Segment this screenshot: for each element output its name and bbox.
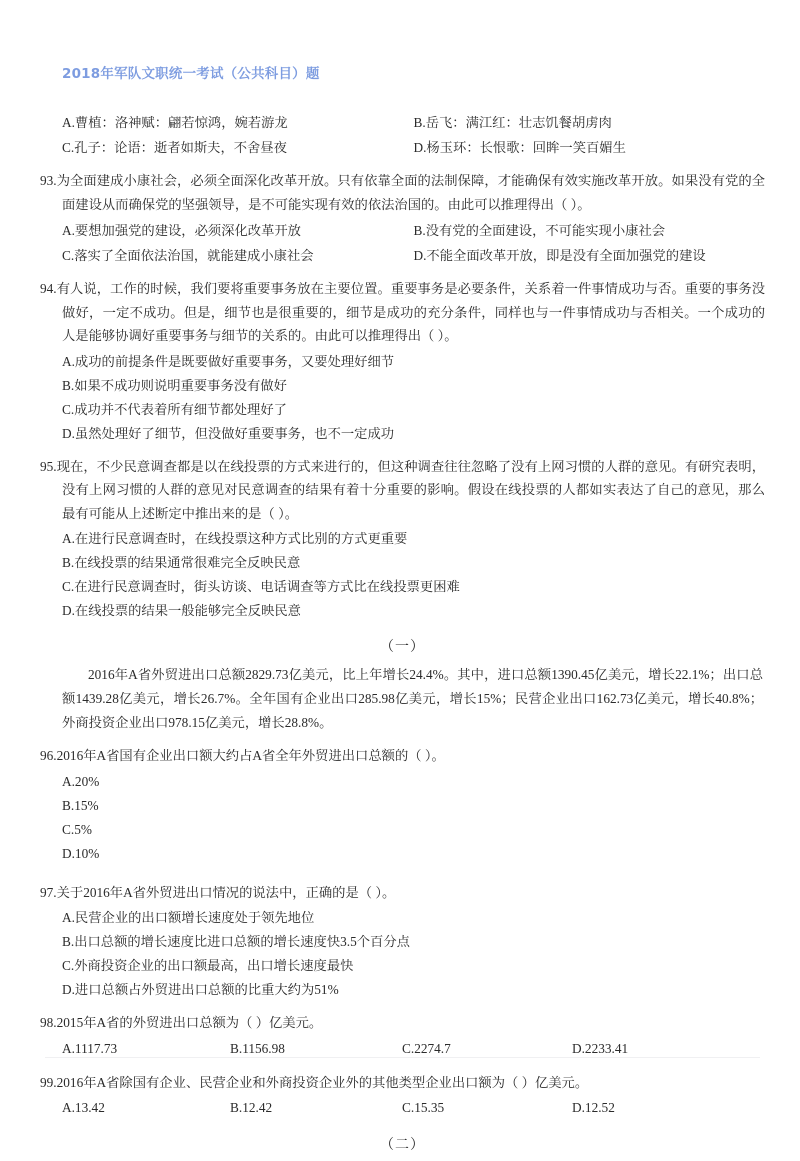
question-99-option-b[interactable]: B.12.42	[230, 1100, 273, 1115]
carryover-option-d: D.杨玉环：长恨歌：回眸一笑百媚生	[413, 140, 626, 155]
question-93-stem: 93.为全面建成小康社会，必须全面深化改革开放。只有依靠全面的法制保障，才能确保有效实施改革开放。如果没有党的全面建设从而确保党的坚强领导，是不可能实现有效的依法治国的。由此可以推理得出（ ）。	[40, 173, 765, 212]
question-94-option-b[interactable]: B.如果不成功则说明重要事务没有做好	[62, 377, 287, 393]
carryover-option-b: B.岳飞：满江红：壮志饥餐胡虏肉	[413, 115, 612, 130]
question-95-options	[40, 527, 765, 623]
question-98-option-b[interactable]: B.1156.98	[230, 1040, 285, 1056]
question-93	[40, 169, 765, 268]
question-94-options	[40, 350, 765, 446]
question-94-option-d[interactable]: D.虽然处理好了细节，但没做好重要事务，也不一定成功	[62, 425, 395, 441]
question-97-option-b[interactable]: B.出口总额的增长速度比进口总额的增长速度快3.5个百分点	[62, 934, 410, 949]
question-94-option-c[interactable]: C.成功并不代表着所有细节都处理好了	[62, 401, 287, 417]
question-99-options	[40, 1095, 765, 1121]
question-93-option-c[interactable]: C.落实了全面依法治国，就能建成小康社会	[62, 248, 314, 263]
material-one-passage: 2016年A省外贸进出口总额2829.73亿美元，比上年增长24.4%。其中，进口总额1390.45亿美元，增长22.1%；出口总额1439.28亿美元，增长26.7%。全年国有企业出口285.98亿美元，增长15%；民营企业出口162.73亿美元，增长40.8%；外商投资企业出口978.15亿美元，增长28.8%。	[62, 667, 763, 730]
exam-content-column	[40, 110, 765, 1161]
material-one-title: （一）	[380, 640, 425, 655]
question-96-option-b[interactable]: B.15%	[62, 797, 99, 813]
question-95-option-c[interactable]: C.在进行民意调查时，街头访谈、电话调查等方式比在线投票更困难	[62, 579, 460, 594]
question-97-options	[40, 906, 765, 1002]
question-99-option-d[interactable]: D.12.52	[572, 1100, 615, 1115]
question-98	[40, 1011, 765, 1062]
question-94-stem: 94.有人说，工作的时候，我们要将重要事务放在主要位置。重要事务是必要条件，关系着一件事情成功与否。重要的事务没做好，一定不成功。但是，细节也是很重要的，细节是成功的充分条件，同样也与一件事情成功与否相关。一个成功的人是能够协调好重要事务与细节的关系的。由此可以推理得出（ ）。	[40, 281, 765, 343]
material-two-title: （二）	[380, 1138, 425, 1153]
question-99-option-a[interactable]: A.13.42	[62, 1100, 105, 1115]
carryover-option-row-2	[40, 135, 765, 160]
question-95-stem: 95.现在，不少民意调查都是以在线投票的方式来进行的，但这种调查往往忽略了没有上网习惯的人群的意见。有研究表明，没有上网习惯的人群的意见对民意调查的结果有着十分重要的影响。假设在线投票的人都如实表达了自己的意见，那么最有可能从上述断定中推出来的是（ ）。	[40, 458, 765, 521]
question-97-option-a[interactable]: A.民营企业的出口额增长速度处于领先地位	[62, 910, 315, 925]
question-93-option-d[interactable]: D.不能全面改革开放，即是没有全面加强党的建设	[413, 248, 706, 263]
question-95	[40, 455, 765, 624]
document-header-title: 2018年军队文职统一考试（公共科目）题	[62, 66, 320, 82]
question-98-option-c[interactable]: C.2274.7	[402, 1040, 451, 1056]
question-96-options	[40, 770, 765, 866]
question-98-option-a[interactable]: A.1117.73	[62, 1040, 118, 1056]
question-96	[40, 744, 765, 866]
question-97-option-c[interactable]: C.外商投资企业的出口额最高，出口增长速度最快	[62, 958, 354, 973]
question-99-stem: 99.2016年A省除国有企业、民营企业和外商投资企业外的其他类型企业出口额为（ ）亿美元。	[40, 1074, 589, 1090]
question-95-option-d[interactable]: D.在线投票的结果一般能够完全反映民意	[62, 603, 301, 618]
question-96-option-c[interactable]: C.5%	[62, 821, 92, 837]
carryover-option-a: A.曹植：洛神赋：翩若惊鸿，婉若游龙	[62, 115, 288, 130]
question-97-option-d[interactable]: D.进口总额占外贸进出口总额的比重大约为51%	[62, 982, 339, 997]
option-row	[40, 218, 765, 243]
question-99-option-c[interactable]: C.15.35	[402, 1100, 445, 1115]
spacer	[40, 866, 765, 872]
question-96-stem: 96.2016年A省国有企业出口额大约占A省全年外贸进出口总额的（ ）。	[40, 748, 445, 763]
question-96-option-a[interactable]: A.20%	[62, 773, 100, 789]
question-94	[40, 277, 765, 446]
question-98-option-d[interactable]: D.2233.41	[572, 1040, 629, 1056]
question-94-option-a[interactable]: A.成功的前提条件是既要做好重要事务，又要处理好细节	[62, 353, 395, 369]
footer-divider	[45, 1057, 760, 1058]
carryover-option-row-1	[40, 110, 765, 135]
question-96-option-d[interactable]: D.10%	[62, 845, 100, 861]
question-95-option-b[interactable]: B.在线投票的结果通常很难完全反映民意	[62, 555, 301, 570]
question-98-stem: 98.2015年A省的外贸进出口总额为（ ）亿美元。	[40, 1015, 323, 1030]
question-95-option-a[interactable]: A.在进行民意调查时，在线投票这种方式比别的方式更重要	[62, 531, 408, 546]
carryover-option-c: C.孔子：论语：逝者如斯夫，不舍昼夜	[62, 140, 287, 155]
question-97-stem: 97.关于2016年A省外贸进出口情况的说法中，正确的是（ ）。	[40, 884, 396, 900]
question-99	[40, 1071, 765, 1122]
question-97	[40, 881, 765, 1003]
question-93-options	[40, 218, 765, 268]
option-row	[40, 243, 765, 268]
question-93-option-a[interactable]: A.要想加强党的建设，必须深化改革开放	[62, 223, 301, 238]
question-93-option-b[interactable]: B.没有党的全面建设，不可能实现小康社会	[413, 223, 666, 238]
